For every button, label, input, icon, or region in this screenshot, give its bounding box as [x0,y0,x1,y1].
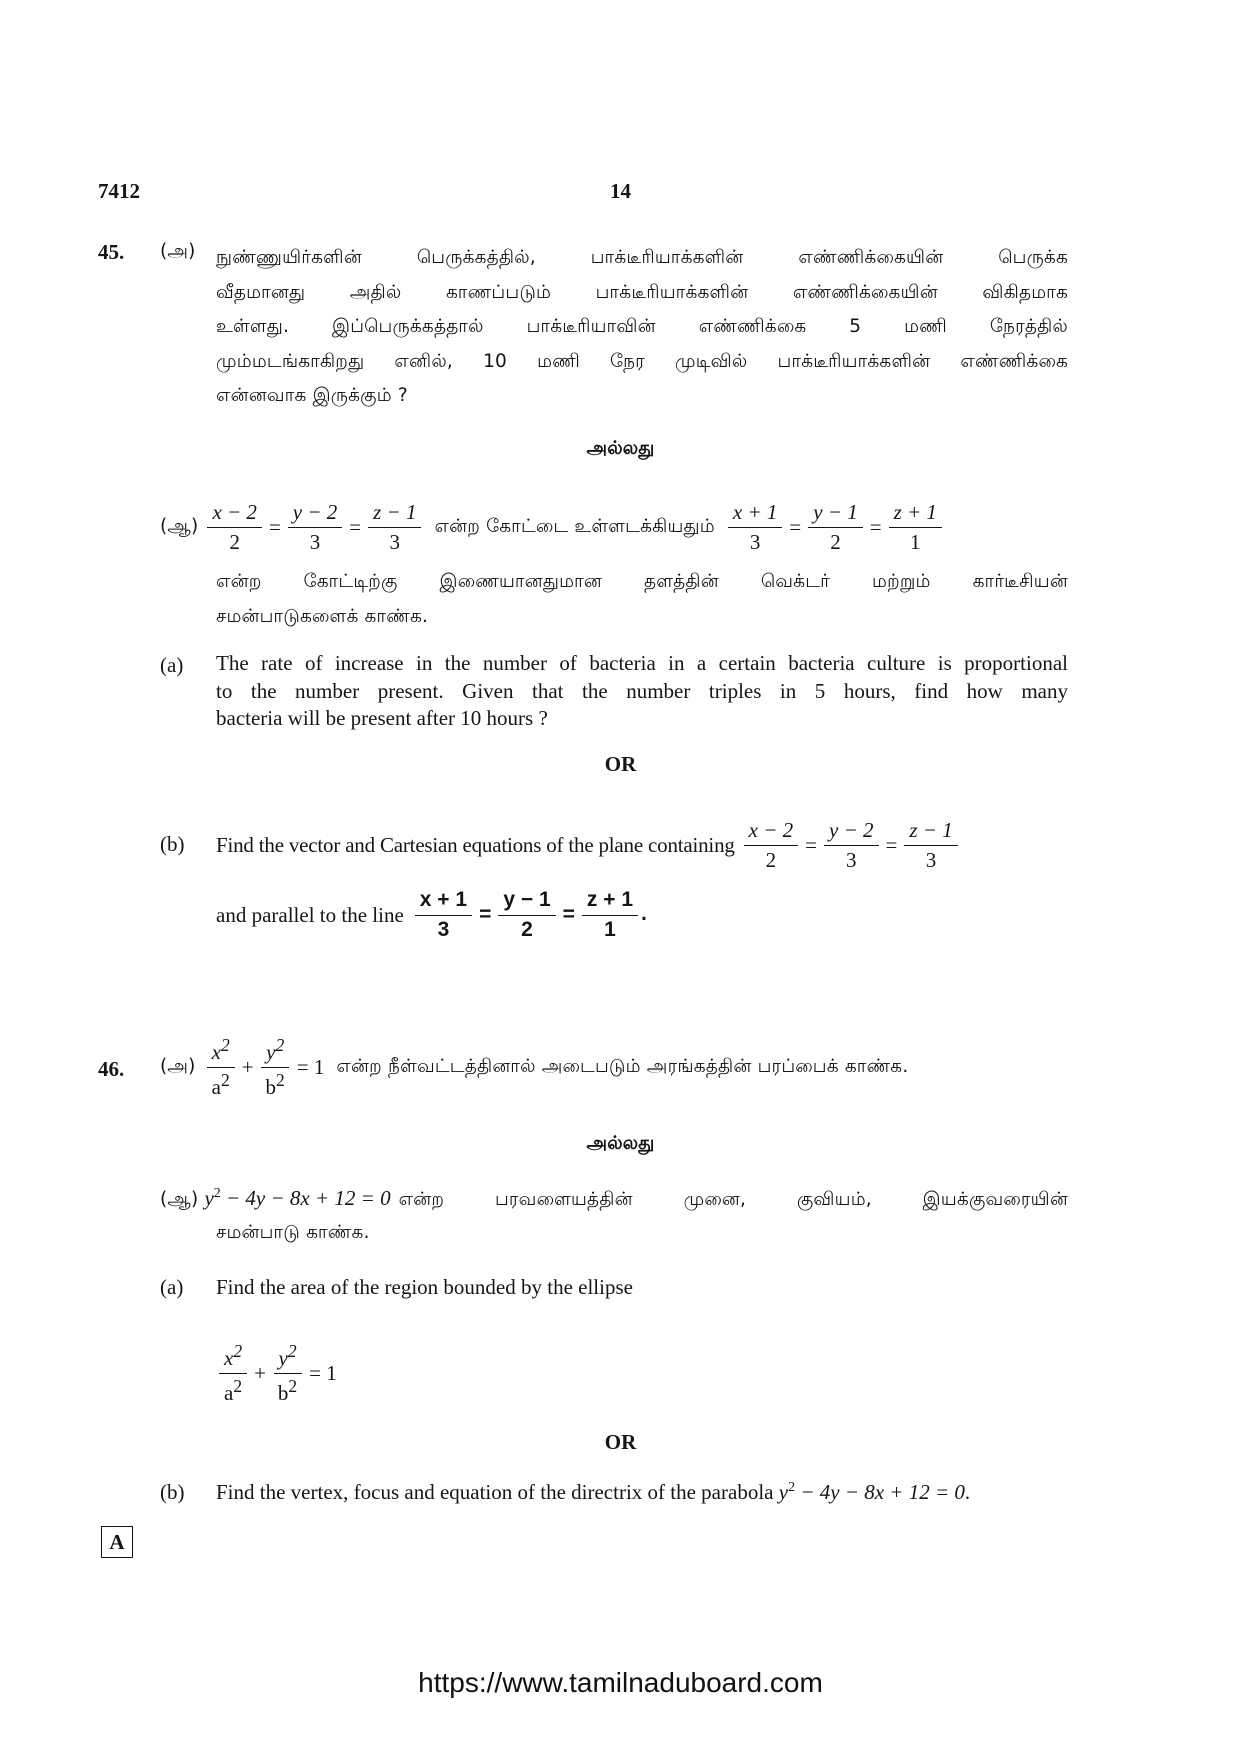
q46-tamil-part-b-line1 [160,1186,1068,1212]
q45-en-b-label: (b) [160,832,185,856]
ellipse-equation [204,1035,329,1098]
q45-en-b-text2: and parallel to the line [216,902,404,927]
q45-tamil-or: அல்லது [586,438,655,459]
q46-ta-a-label: (அ) [160,1055,196,1077]
q46-en-a-label: (a) [160,1275,184,1299]
q45-en-a-line: to the number present. Given that the number triples in 5 hours, find how many [216,678,1068,703]
q46-en-a-text: Find the area of the region bounded by the ellipse [216,1275,633,1299]
parabola-equation [204,1186,390,1211]
frac-numerator [219,1341,247,1373]
frac-denominator: 2 [229,529,240,554]
q45-en-a-line: The rate of increase in the number of bacteria in a certain bacteria culture is proportional [216,651,1068,675]
equals-sign: = [349,514,362,539]
q46-ta-a-text: என்ற நீள்வட்டத்தினால் அடைபடும் அரங்கத்தின் பரப்பைக் காண்க. [336,1055,909,1077]
q45-ta-a-line: வீதமானது அதில் காணப்படும் பாக்டீரியாக்களின் எண்ணிக்கையின் விகிதமாக [216,281,1068,303]
frac-numerator: x + 1 [728,500,783,527]
exponent: 2 [788,1480,796,1495]
q45-english-part-b-line1 [216,814,961,876]
q45-ta-a-line: உள்ளது. இப்பெருக்கத்தால் பாக்டீரியாவின் எண்ணிக்கை 5 மணி நேரத்தில் [216,316,1068,337]
frac-denominator: 3 [309,529,321,554]
q46-en-b-text: Find the vertex, focus and equation of the directrix of the parabola [216,1480,774,1504]
frac-denominator: 3 [389,529,401,554]
var-x: x [224,1346,234,1371]
equals-sign: = [479,903,492,926]
q45-ta-b-line: சமன்பாடுகளைக் காண்க. [216,605,429,627]
var-b: b [265,1074,277,1099]
q45-tamil-part-b-rest [216,565,1068,634]
q45-en-a-label: (a) [160,653,184,677]
q45-tamil-part-b-line1 [160,496,945,558]
frac-denominator: 3 [925,847,937,872]
q45-english-part-b-line2 [216,882,647,948]
q45-ta-a-line: என்னவாக இருக்கும் ? [216,385,408,406]
equals-sign: = [869,514,882,539]
frac-numerator [274,1341,302,1373]
frac-denominator [261,1068,290,1099]
frac-denominator: 1 [909,529,921,554]
exponent: 2 [287,1341,297,1362]
frac-denominator [273,1374,302,1405]
q45-en-a-line: bacteria will be present after 10 hours ? [216,706,548,730]
q46-ta-b-text2: சமன்பாடு காண்க. [216,1222,370,1243]
q45-ta-a-line: மும்மடங்காகிறது எனில், 10 மணி நேர முடிவில் பாக்டீரியாக்களின் எண்ணிக்கை [216,350,1068,372]
parallel-line-equation-en [412,888,647,941]
var-y: y [778,1480,789,1504]
period: . [964,1480,971,1504]
plane-line-equation-en [741,818,961,871]
frac-numerator: y − 2 [824,818,879,845]
plane-line-equation [204,500,424,553]
exponent: 2 [220,1069,230,1090]
q45-ta-a-line: நுண்ணுயிர்களின் பெருக்கத்தில், பாக்டீரியாக்களின் எண்ணிக்கையின் பெருக்க [216,247,1068,268]
exponent: 2 [233,1341,243,1362]
frac-numerator [261,1035,289,1067]
q45-ta-b-line: என்ற கோட்டிற்கு இணையானதுமான தளத்தின் வெக்டர் மற்றும் கார்டீசியன் [216,571,1068,592]
var-b: b [277,1380,289,1405]
frac-numerator: x + 1 [415,888,472,915]
var-y: y [204,1186,214,1210]
exponent: 2 [288,1375,298,1396]
paper-code: 7412 [98,179,140,203]
frac-numerator: z − 1 [368,500,421,527]
frac-denominator: 1 [604,917,616,941]
parabola-rest: − 4y − 8x + 12 = 0 [795,1480,965,1504]
equals-sign: = [562,903,575,926]
var-y: y [278,1346,288,1371]
q46-tamil-part-a [160,1030,908,1104]
equals-sign: = [268,514,281,539]
ellipse-equation-en [216,1336,341,1410]
q45-tamil-part-a [216,241,1068,414]
frac-denominator: 2 [765,847,777,872]
var-a: a [224,1380,234,1405]
q45-ta-a-label: (அ) [160,241,196,262]
var-x: x [211,1040,221,1065]
frac-numerator: x − 2 [744,818,799,845]
rhs: = 1 [309,1360,337,1385]
q45-english-or: OR [604,752,637,776]
frac-denominator: 2 [830,529,841,554]
frac-denominator [207,1068,235,1099]
q46-english-or: OR [604,1430,637,1454]
footer-url: https://www.tamilnaduboard.com [418,1667,823,1698]
q46-ta-b-text1: என்ற பரவளையத்தின் முனை, குவியம், இயக்குவரையின் [398,1189,1068,1210]
exponent: 2 [233,1375,243,1396]
period: . [641,902,647,926]
equals-sign: = [885,832,898,857]
q46-tamil-or: அல்லது [586,1133,655,1154]
exponent: 2 [276,1069,285,1090]
var-y: y [266,1040,276,1065]
page-number: 14 [610,179,631,203]
frac-numerator: z − 1 [904,818,957,845]
exponent: 2 [213,1186,221,1201]
plus-sign: + [254,1360,266,1385]
frac-numerator: y − 2 [288,500,343,527]
frac-denominator: 3 [437,917,450,941]
frac-numerator: y − 1 [498,888,555,915]
frac-denominator: 3 [749,529,761,554]
equals-sign: = [789,514,802,539]
q45-english-part-a [216,650,1068,733]
q46-ta-b-label: (ஆ) [160,1189,199,1210]
frac-denominator [219,1374,247,1405]
frac-denominator: 2 [521,917,533,941]
equals-sign: = [805,832,818,857]
set-a-box: A [101,1526,133,1558]
question-number-46: 46. [98,1057,125,1081]
q46-english-part-b [216,1480,970,1505]
exponent: 2 [220,1035,230,1056]
rhs: = 1 [296,1054,325,1079]
frac-numerator: x − 2 [207,500,262,527]
exponent: 2 [275,1035,285,1056]
frac-numerator: z + 1 [889,500,942,527]
q45-ta-b-label: (ஆ) [160,515,199,537]
var-a: a [211,1074,221,1099]
frac-numerator: z + 1 [582,888,638,915]
q45-en-b-text1: Find the vector and Cartesian equations of the plane containing [216,832,735,857]
frac-numerator: y − 1 [808,500,863,527]
parallel-line-equation [725,500,945,553]
plus-sign: + [241,1054,254,1079]
q45-ta-b-mid-text: என்ற கோட்டை உள்ளடக்கியதும் [434,515,715,537]
frac-numerator [207,1035,235,1067]
parabola-rest: − 4y − 8x + 12 = 0 [220,1186,391,1210]
q46-en-b-label: (b) [160,1480,185,1504]
frac-denominator: 3 [846,847,857,872]
question-number-45: 45. [98,240,125,264]
